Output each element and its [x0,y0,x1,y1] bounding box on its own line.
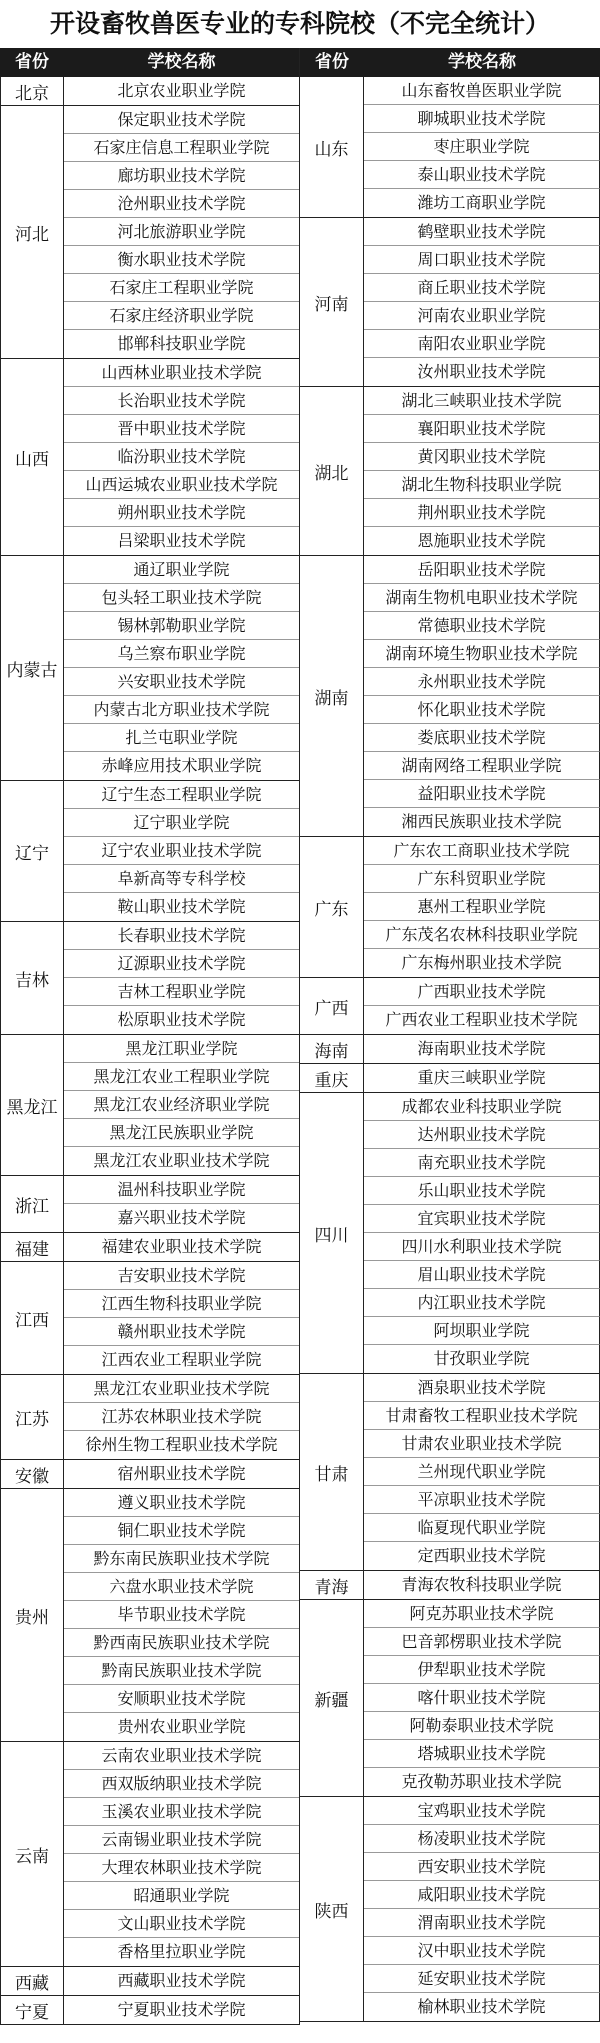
province-cell: 河南 [300,218,364,386]
province-cell: 云南 [0,1742,64,1966]
school-cell: 云南农业职业技术学院 [64,1742,299,1770]
school-cell: 克孜勒苏职业技术学院 [364,1768,600,1796]
school-cell: 赤峰应用技术职业学院 [101,756,262,775]
province-cell: 甘肃 [300,1374,364,1570]
school-cell: 玉溪农业职业技术学院 [64,1798,299,1826]
school-cell: 甘肃农业职业技术学院 [364,1430,600,1458]
school-list [64,1035,299,1175]
school-cell: 内蒙古北方职业技术学院 [64,696,299,724]
school-cell: 文山职业技术学院 [64,1910,299,1938]
province-cell: 浙江 [0,1176,64,1232]
province-group [300,978,600,1035]
school-cell: 阜新高等专科学校 [64,865,299,893]
school-cell: 惠州工程职业学院 [364,893,600,921]
school-cell: 山东畜牧兽医职业学院 [364,77,600,105]
school-cell: 湖南生物机电职业技术学院 [364,584,600,612]
school-list [64,1460,299,1488]
province-group [300,1093,600,1374]
school-cell: 黑龙江农业职业技术学院 [93,1151,270,1170]
school-cell: 临汾职业技术学院 [64,443,299,471]
school-cell: 福建农业职业技术学院 [101,1237,262,1256]
school-cell: 定西职业技术学院 [364,1542,600,1570]
province-group [300,1571,600,1600]
province-group [0,556,299,781]
school-cell: 黄冈职业技术学院 [364,443,600,471]
province-group [300,1035,600,1064]
school-cell: 眉山职业技术学院 [364,1261,600,1289]
province-cell: 广西 [300,978,364,1034]
province-group [0,1967,299,1996]
school-cell: 海南职业技术学院 [364,1035,600,1063]
school-cell: 黔西南民族职业技术学院 [64,1629,299,1657]
school-cell: 阿克苏职业技术学院 [364,1600,600,1628]
school-cell: 吕梁职业技术学院 [117,531,246,550]
school-cell: 宝鸡职业技术学院 [364,1797,600,1825]
school-cell: 黑龙江农业工程职业学院 [64,1063,299,1091]
school-cell: 贵州农业职业学院 [117,1717,246,1736]
province-group [0,922,299,1035]
school-cell: 山西运城农业职业技术学院 [64,471,299,499]
school-cell: 阿坝职业学院 [364,1317,600,1345]
right-column [300,48,600,2025]
school-cell: 西藏职业技术学院 [117,1971,246,1990]
school-list [364,1374,600,1570]
school-cell: 广东梅州职业技术学院 [364,949,600,977]
school-cell: 周口职业技术学院 [364,246,600,274]
school-cell: 娄底职业技术学院 [364,724,600,752]
school-cell: 西双版纳职业技术学院 [64,1770,299,1798]
school-cell: 云南锡业职业技术学院 [64,1826,299,1854]
school-cell: 山西林业职业技术学院 [64,359,299,387]
school-cell: 潍坊工商职业学院 [364,189,600,217]
province-group [0,1996,299,2025]
school-cell: 兰州现代职业学院 [364,1458,600,1486]
school-list [364,1571,600,1599]
left-column [0,48,300,2025]
school-cell: 重庆三峡职业学院 [364,1064,600,1092]
school-list [364,556,600,836]
school-list [364,1797,600,2021]
school-cell: 岳阳职业技术学院 [364,556,600,584]
province-group [0,1262,299,1375]
province-cell: 河北 [0,106,64,358]
school-list [364,1035,600,1063]
school-list [64,1967,299,1995]
table-header-right [300,48,600,77]
school-cell: 衡水职业技术学院 [64,246,299,274]
province-cell: 福建 [0,1233,64,1261]
school-cell: 石家庄信息工程职业学院 [64,134,299,162]
school-cell: 河南农业职业学院 [364,302,600,330]
school-cell: 六盘水职业技术学院 [64,1573,299,1601]
school-list [64,922,299,1034]
school-cell: 长春职业技术学院 [64,922,299,950]
school-list [364,77,600,217]
province-cell: 北京 [0,77,64,105]
school-cell: 荆州职业技术学院 [364,499,600,527]
school-cell: 内江职业技术学院 [364,1289,600,1317]
school-cell: 湖南环境生物职业技术学院 [364,640,600,668]
school-cell: 酒泉职业技术学院 [364,1374,600,1402]
school-cell: 汉中职业技术学院 [364,1937,600,1965]
province-cell: 湖南 [300,556,364,836]
school-cell: 松原职业技术学院 [117,1010,246,1029]
school-list [64,1742,299,1966]
page-title: 开设畜牧兽医专业的专科院校（不完全统计） [49,9,550,38]
school-cell: 长治职业技术学院 [64,387,299,415]
school-cell: 黑龙江农业职业技术学院 [64,1375,299,1403]
school-cell: 榆林职业技术学院 [364,1993,600,2021]
province-group [300,1600,600,1797]
school-list [64,359,299,555]
school-cell: 永州职业技术学院 [364,668,600,696]
school-cell: 汝州职业技术学院 [364,358,600,386]
school-cell: 鞍山职业技术学院 [117,897,246,916]
school-cell: 黔南民族职业技术学院 [64,1657,299,1685]
school-cell: 安顺职业技术学院 [64,1685,299,1713]
province-cell: 山东 [300,77,364,217]
school-list [364,837,600,977]
school-cell: 咸阳职业技术学院 [364,1881,600,1909]
school-cell: 南阳农业职业学院 [364,330,600,358]
school-list [364,387,600,555]
school-cell: 遵义职业技术学院 [64,1489,299,1517]
school-cell: 昭通职业学院 [64,1882,299,1910]
left-body [0,77,299,2025]
school-cell: 江苏农林职业技术学院 [64,1403,299,1431]
province-cell: 辽宁 [0,781,64,921]
school-list [364,1600,600,1796]
school-cell: 黑龙江农业经济职业学院 [64,1091,299,1119]
school-cell: 临夏现代职业学院 [364,1514,600,1542]
province-group [0,1035,299,1176]
province-cell: 宁夏 [0,1996,64,2024]
school-cell: 辽宁农业职业技术学院 [64,837,299,865]
province-group [300,556,600,837]
province-cell: 湖北 [300,387,364,555]
school-cell: 辽宁职业学院 [64,809,299,837]
school-list [64,1262,299,1374]
school-cell: 黔东南民族职业技术学院 [64,1545,299,1573]
school-list [64,556,299,780]
school-cell: 河北旅游职业学院 [64,218,299,246]
school-cell: 徐州生物工程职业技术学院 [85,1435,278,1454]
province-group [300,1374,600,1571]
province-cell: 新疆 [300,1600,364,1796]
school-cell: 包头轻工职业技术学院 [64,584,299,612]
school-list [64,1996,299,2024]
header-school: 学校名称 [147,52,216,72]
school-list [64,1489,299,1741]
school-cell: 南充职业技术学院 [364,1149,600,1177]
province-cell: 江苏 [0,1375,64,1459]
province-cell: 江西 [0,1262,64,1374]
school-list [364,1064,600,1092]
school-list [64,1233,299,1261]
province-cell: 西藏 [0,1967,64,1995]
province-cell: 黑龙江 [0,1035,64,1175]
school-cell: 渭南职业技术学院 [364,1909,600,1937]
school-cell: 扎兰屯职业学院 [64,724,299,752]
school-cell: 铜仁职业技术学院 [64,1517,299,1545]
school-cell: 西安职业技术学院 [364,1853,600,1881]
province-cell: 内蒙古 [0,556,64,780]
school-cell: 大理农林职业技术学院 [64,1854,299,1882]
school-cell: 乌兰察布职业学院 [64,640,299,668]
school-cell: 锡林郭勒职业学院 [64,612,299,640]
school-cell: 成都农业科技职业学院 [364,1093,600,1121]
school-cell: 兴安职业技术学院 [64,668,299,696]
province-cell: 山西 [0,359,64,555]
school-list [64,781,299,921]
school-cell: 平凉职业技术学院 [364,1486,600,1514]
school-cell: 香格里拉职业学院 [117,1942,246,1961]
province-cell: 青海 [300,1571,364,1599]
school-cell: 广东科贸职业学院 [364,865,600,893]
school-cell: 黑龙江职业学院 [64,1035,299,1063]
province-group [300,77,600,218]
school-list [64,106,299,358]
school-cell: 广西农业工程职业技术学院 [364,1006,600,1034]
school-cell: 聊城职业技术学院 [364,105,600,133]
school-cell: 湘西民族职业技术学院 [364,808,600,836]
province-group [0,1460,299,1489]
school-cell: 四川水利职业技术学院 [364,1233,600,1261]
school-cell: 北京农业职业学院 [117,81,246,100]
school-cell: 甘孜职业学院 [364,1345,600,1373]
school-cell: 黑龙江民族职业学院 [64,1119,299,1147]
school-cell: 乐山职业技术学院 [364,1177,600,1205]
school-cell: 辽宁生态工程职业学院 [64,781,299,809]
school-table [0,48,600,2025]
school-cell: 宜宾职业技术学院 [364,1205,600,1233]
province-cell: 安徽 [0,1460,64,1488]
school-cell: 广西职业技术学院 [364,978,600,1006]
school-cell: 通辽职业学院 [64,556,299,584]
school-cell: 赣州职业技术学院 [64,1318,299,1346]
province-cell: 四川 [300,1093,364,1373]
school-cell: 江西生物科技职业学院 [64,1290,299,1318]
school-cell: 恩施职业技术学院 [364,527,600,555]
header-province: 省份 [315,52,349,72]
school-cell: 湖北三峡职业技术学院 [364,387,600,415]
school-cell: 吉林工程职业学院 [64,978,299,1006]
school-cell: 广东农工商职业技术学院 [364,837,600,865]
school-list [364,978,600,1034]
school-cell: 宿州职业技术学院 [117,1464,246,1483]
school-cell: 商丘职业技术学院 [364,274,600,302]
province-group [0,106,299,359]
school-cell: 湖北生物科技职业学院 [364,471,600,499]
header-province: 省份 [15,52,49,72]
school-cell: 泰山职业技术学院 [364,161,600,189]
school-list [64,1176,299,1232]
province-group [0,1375,299,1460]
school-cell: 鹤壁职业技术学院 [364,218,600,246]
province-group [0,77,299,106]
school-list [364,218,600,386]
school-cell: 阿勒泰职业技术学院 [364,1712,600,1740]
province-group [0,1489,299,1742]
school-cell: 邯郸科技职业学院 [117,334,246,353]
school-cell: 伊犁职业技术学院 [364,1656,600,1684]
school-cell: 朔州职业技术学院 [64,499,299,527]
header-school: 学校名称 [448,52,516,72]
school-cell: 毕节职业技术学院 [64,1601,299,1629]
school-cell: 保定职业技术学院 [64,106,299,134]
province-group [0,1742,299,1967]
school-cell: 石家庄工程职业学院 [64,274,299,302]
school-cell: 襄阳职业技术学院 [364,415,600,443]
table-header-left [0,48,299,77]
province-cell: 重庆 [300,1064,364,1092]
province-group [300,837,600,978]
school-cell: 石家庄经济职业学院 [64,302,299,330]
province-cell: 陕西 [300,1797,364,2021]
school-cell: 喀什职业技术学院 [364,1684,600,1712]
right-body [300,77,600,2022]
school-cell: 达州职业技术学院 [364,1121,600,1149]
province-group [0,359,299,556]
province-cell: 贵州 [0,1489,64,1741]
school-cell: 沧州职业技术学院 [64,190,299,218]
school-list [64,77,299,105]
school-list [364,1093,600,1373]
school-cell: 益阳职业技术学院 [364,780,600,808]
school-cell: 塔城职业技术学院 [364,1740,600,1768]
school-list [64,1375,299,1459]
school-cell: 巴音郭楞职业技术学院 [364,1628,600,1656]
school-cell: 辽源职业技术学院 [64,950,299,978]
province-cell: 海南 [300,1035,364,1063]
school-cell: 怀化职业技术学院 [364,696,600,724]
school-cell: 廊坊职业技术学院 [64,162,299,190]
school-cell: 湖南网络工程职业学院 [364,752,600,780]
school-cell: 青海农牧科技职业学院 [364,1571,600,1599]
school-cell: 广东茂名农林科技职业学院 [364,921,600,949]
province-group [0,1233,299,1262]
school-cell: 延安职业技术学院 [364,1965,600,1993]
school-cell: 温州科技职业学院 [64,1176,299,1204]
school-cell: 宁夏职业技术学院 [117,2000,246,2019]
province-group [300,387,600,556]
province-group [0,1176,299,1233]
school-cell: 晋中职业技术学院 [64,415,299,443]
school-cell: 常德职业技术学院 [364,612,600,640]
province-cell: 广东 [300,837,364,977]
school-cell: 甘肃畜牧工程职业技术学院 [364,1402,600,1430]
province-group [300,1064,600,1093]
school-cell: 江西农业工程职业学院 [101,1350,262,1369]
province-cell: 吉林 [0,922,64,1034]
school-cell: 吉安职业技术学院 [64,1262,299,1290]
province-group [300,218,600,387]
province-group [0,781,299,922]
province-group [300,1797,600,2022]
school-cell: 嘉兴职业技术学院 [117,1208,246,1227]
school-cell: 杨凌职业技术学院 [364,1825,600,1853]
school-cell: 枣庄职业学院 [364,133,600,161]
